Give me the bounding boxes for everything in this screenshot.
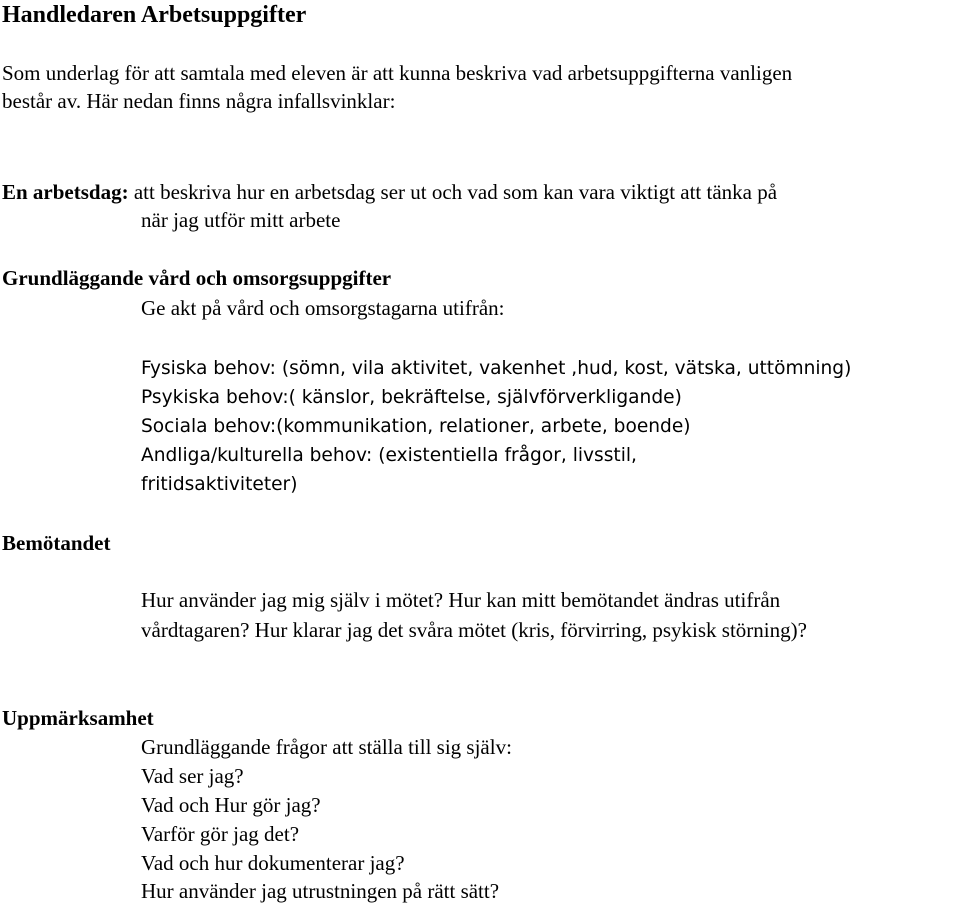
bemotandet-line-1: Hur använder jag mig själv i mötet? Hur kan mitt bemötandet ändras utifrån [141,588,781,612]
need-item: fritidsaktiviteter) [141,474,298,495]
uppmarksamhet-heading: Uppmärksamhet [2,706,154,730]
bemotandet-line-2: vårdtagaren? Hur klarar jag det svåra mötet (kris, förvirring, psykisk störning)? [141,618,807,642]
uppmarksamhet-intro: Grundläggande frågor att ställa till sig själv: [141,735,512,759]
question-item: Varför gör jag det? [141,822,300,846]
need-item: Andliga/kulturella behov: (existentiella frågor, livsstil, [141,445,637,466]
intro-line-1: Som underlag för att samtala med eleven är att kunna beskriva vad arbetsuppgifterna vanligen [2,61,793,85]
arbetsdag-text-continued: när jag utför mitt arbete [141,208,341,232]
question-item: Vad ser jag? [141,764,244,788]
need-item: Sociala behov:(kommunikation, relationer, arbete, boende) [141,416,691,437]
arbetsdag-heading: En arbetsdag: [2,180,129,204]
question-item: Vad och hur dokumenterar jag? [141,851,405,875]
grundlaggande-heading: Grundläggande vård och omsorgsuppgifter [2,266,392,290]
arbetsdag-text: att beskriva hur en arbetsdag ser ut och vad som kan vara viktigt att tänka på [128,180,778,204]
intro-line-2: består av. Här nedan finns några infallsvinklar: [2,89,396,113]
need-item: Fysiska behov: (sömn, vila aktivitet, vakenhet ,hud, kost, vätska, uttömning) [141,358,852,379]
arbetsdag-paragraph [2,179,777,206]
question-item: Vad och Hur gör jag? [141,793,321,817]
bemotandet-heading: Bemötandet [2,531,111,555]
page-title: Handledaren Arbetsuppgifter [2,2,307,28]
need-item: Psykiska behov:( känslor, bekräftelse, självförverkligande) [141,387,682,408]
grundlaggande-subtext: Ge akt på vård och omsorgstagarna utifrån: [141,296,505,320]
question-item: Hur använder jag utrustningen på rätt sätt? [141,879,500,903]
